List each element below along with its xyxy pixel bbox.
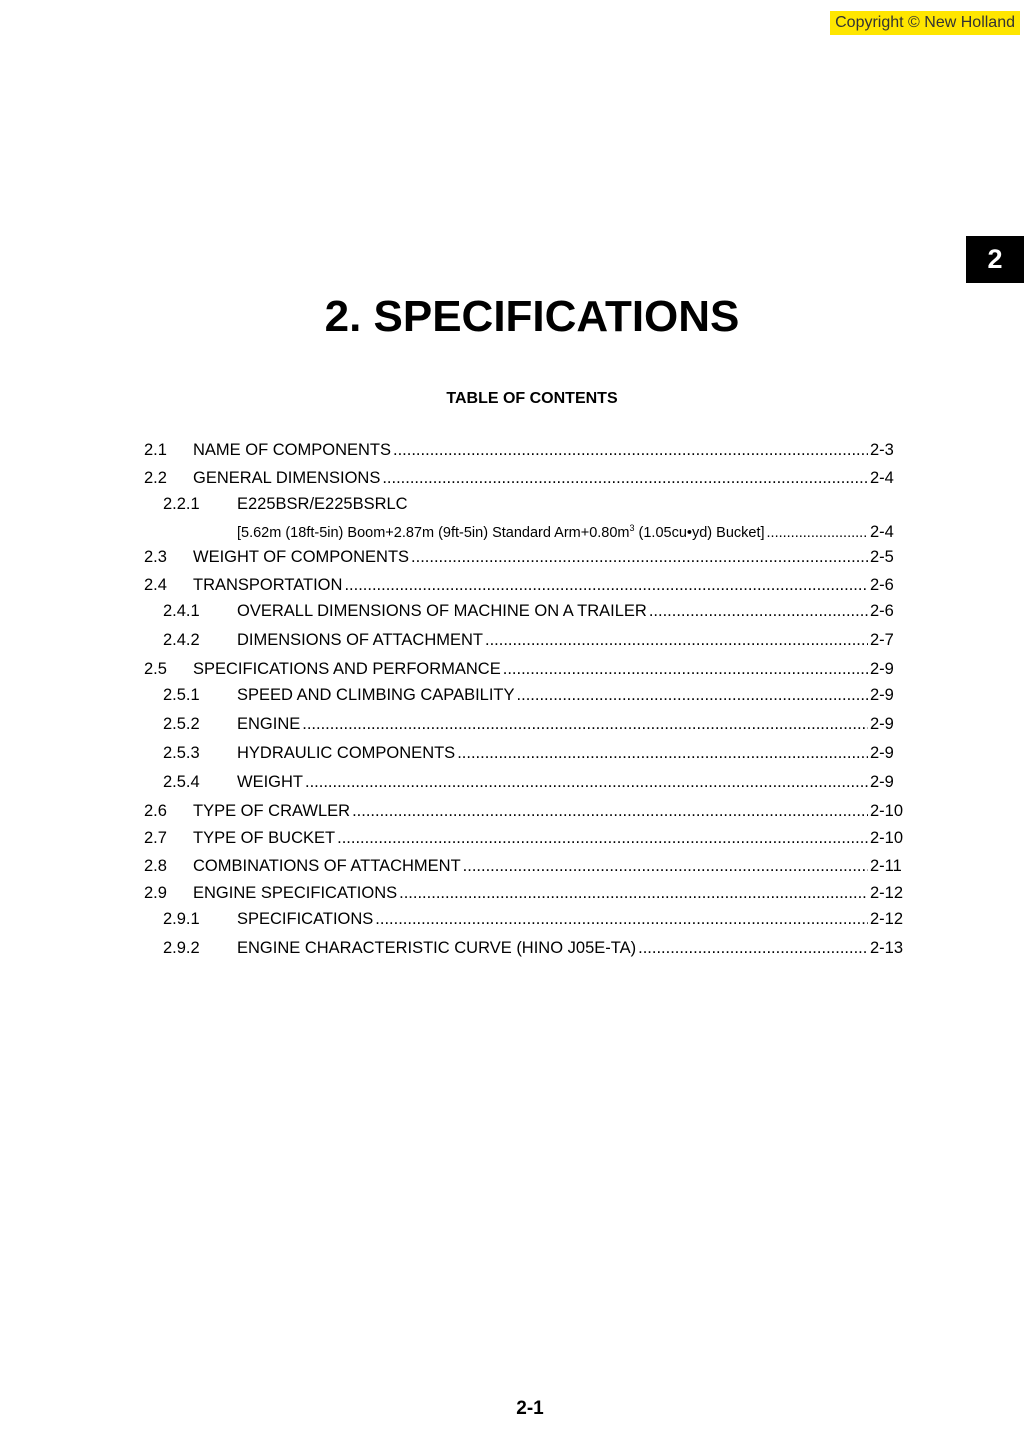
toc-entry-number: 2.5.1	[163, 686, 200, 704]
toc-entry[interactable]	[144, 575, 904, 595]
toc-entry-page: 2-13	[870, 939, 904, 957]
toc-entry-page: 2-6	[870, 576, 894, 594]
toc-entry-title: WEIGHT OF COMPONENTS	[193, 548, 410, 566]
toc-entry-title: COMBINATIONS OF ATTACHMENT	[193, 857, 461, 875]
toc-entry-number: 2.7	[144, 829, 167, 847]
toc-leader-dots	[517, 685, 868, 705]
toc-entry[interactable]	[144, 468, 904, 488]
toc-entry-page: 2-9	[870, 744, 894, 762]
toc-entry-title: SPEED AND CLIMBING CAPABILITY	[237, 686, 515, 704]
toc-leader-dots	[302, 714, 868, 734]
toc-entry-title: TYPE OF BUCKET	[193, 829, 336, 847]
section-tab: 2	[966, 236, 1024, 283]
toc-entry-title: SPECIFICATIONS	[237, 910, 374, 928]
toc-leader-dots	[337, 828, 868, 848]
toc-entry-title: ENGINE CHARACTERISTIC CURVE (HINO J05E-TA)	[237, 939, 637, 957]
toc-entry-title: SPECIFICATIONS AND PERFORMANCE	[193, 660, 501, 678]
toc-entry[interactable]	[144, 547, 904, 567]
toc-entry-number: 2.2.1	[163, 495, 200, 513]
toc-entry[interactable]	[163, 938, 904, 958]
toc-leader-dots	[305, 772, 868, 792]
toc-entry-title: OVERALL DIMENSIONS OF MACHINE ON A TRAILER	[237, 602, 647, 620]
toc-leader-dots	[393, 440, 868, 460]
copyright-notice: Copyright © New Holland	[830, 11, 1020, 35]
toc-entry[interactable]	[144, 659, 904, 679]
toc-leader-dots	[638, 938, 868, 958]
toc-entry-number: 2.5.2	[163, 715, 200, 733]
toc-entry-page: 2-4	[870, 522, 894, 541]
toc-entry[interactable]	[144, 883, 904, 903]
toc-entry-title: NAME OF COMPONENTS	[193, 441, 392, 459]
toc-entry-continuation[interactable]	[237, 518, 904, 543]
toc-entry-title: WEIGHT	[237, 773, 303, 791]
toc-entry-page: 2-12	[870, 910, 904, 928]
toc-leader-dots	[411, 547, 868, 567]
toc-entry-title: E225BSR/E225BSRLC	[237, 495, 408, 513]
toc-entry-number: 2.9.2	[163, 939, 200, 957]
toc-entry-page: 2-12	[870, 884, 904, 902]
toc-heading: TABLE OF CONTENTS	[446, 390, 618, 407]
toc-entry-title: ENGINE	[237, 715, 301, 733]
toc-entry[interactable]	[163, 743, 904, 763]
page-number: 2-1	[516, 1398, 544, 1419]
toc-entry-page: 2-7	[870, 631, 894, 649]
chapter-title: 2. SPECIFICATIONS	[324, 292, 740, 341]
toc-entry-page: 2-4	[870, 469, 894, 487]
toc-entry[interactable]	[144, 440, 904, 460]
toc-entry-number: 2.5.3	[163, 744, 200, 762]
toc-leader-dots	[463, 856, 868, 876]
toc-entry-page: 2-9	[870, 773, 894, 791]
toc-entry-number: 2.4.1	[163, 602, 200, 620]
toc-entry-page: 2-5	[870, 548, 894, 566]
toc-entry-title: ENGINE SPECIFICATIONS	[193, 884, 398, 902]
toc-leader-dots	[767, 523, 868, 543]
toc-entry-title: [5.62m (18ft-5in) Boom+2.87m (9ft-5in) Standard $Arm+0.80m^3$ (1.05cu•yd) Bucket]	[237, 523, 765, 541]
toc-entry-number: 2.4.2	[163, 631, 200, 649]
toc-entry-number: 2.5	[144, 660, 167, 678]
toc-entry[interactable]	[144, 828, 904, 848]
toc-entry-title: TYPE OF CRAWLER	[193, 802, 351, 820]
toc-leader-dots	[352, 801, 868, 821]
toc-entry-page: 2-10	[870, 802, 904, 820]
toc-leader-dots	[485, 630, 868, 650]
toc-leader-dots	[649, 601, 868, 621]
toc-leader-dots	[344, 575, 868, 595]
toc-entry-page: 2-9	[870, 686, 894, 704]
toc-entry[interactable]	[144, 856, 904, 876]
toc-entry[interactable]	[144, 801, 904, 821]
toc-entry[interactable]	[163, 601, 904, 621]
toc-entry-title: TRANSPORTATION	[193, 576, 343, 594]
toc-entry[interactable]	[163, 909, 904, 929]
toc-entry-title: HYDRAULIC COMPONENTS	[237, 744, 456, 762]
toc-entry[interactable]	[163, 630, 904, 650]
toc-entry[interactable]	[163, 714, 904, 734]
toc-entry-page: 2-11	[870, 857, 902, 875]
toc-entry-page: 2-6	[870, 602, 894, 620]
toc-entry-number: 2.5.4	[163, 773, 200, 791]
toc-leader-dots	[457, 743, 868, 763]
toc-entry-page: 2-9	[870, 660, 894, 678]
toc-entry-number: 2.4	[144, 576, 167, 594]
toc-entry-page: 2-9	[870, 715, 894, 733]
toc-entry-number: 2.2	[144, 469, 167, 487]
toc-entry-page: 2-3	[870, 441, 894, 459]
toc-entry-page: 2-10	[870, 829, 904, 847]
toc-entry-number: 2.8	[144, 857, 167, 875]
toc-entry-number: 2.3	[144, 548, 167, 566]
toc-leader-dots	[375, 909, 868, 929]
toc-entry-number: 2.9.1	[163, 910, 200, 928]
toc-entry[interactable]	[163, 494, 904, 514]
toc-entry-number: 2.9	[144, 884, 167, 902]
toc-entry-number: 2.1	[144, 441, 167, 459]
toc-leader-dots	[503, 659, 868, 679]
toc-entry-title: GENERAL DIMENSIONS	[193, 469, 381, 487]
toc-leader-dots	[399, 883, 868, 903]
toc-entry-title: DIMENSIONS OF ATTACHMENT	[237, 631, 483, 649]
toc-entry-number: 2.6	[144, 802, 167, 820]
toc-entry[interactable]	[163, 772, 904, 792]
toc-leader-dots	[382, 468, 868, 488]
toc-entry[interactable]	[163, 685, 904, 705]
